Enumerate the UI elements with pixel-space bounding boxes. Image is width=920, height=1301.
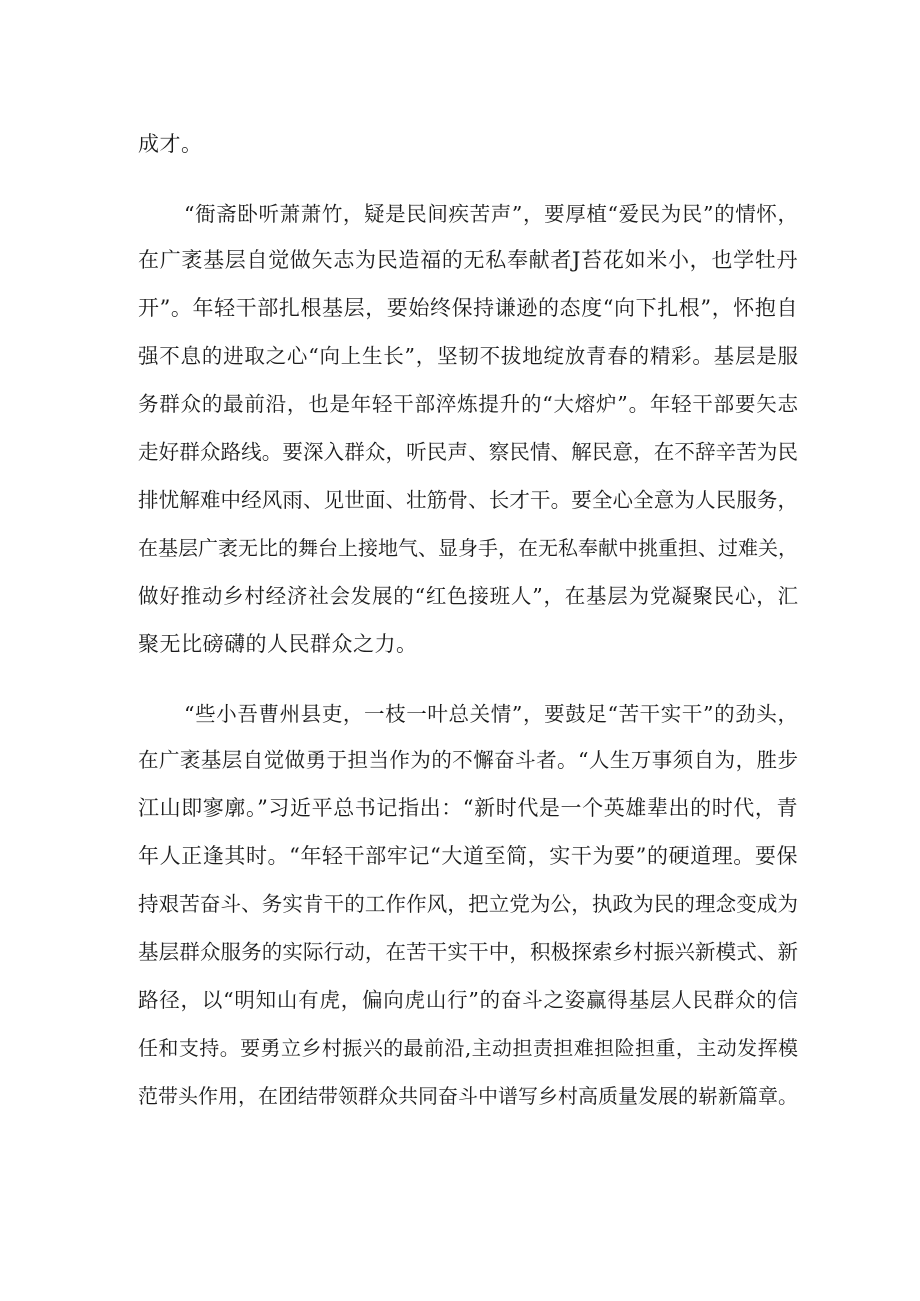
paragraph-3-line-4: 年人正逢其时。“年轻干部牢记“大道至简，实干为要”的硬道理。要保 — [138, 844, 798, 868]
paragraph-2-line-7: 排忧解难中经风雨、见世面、壮筋骨、长才干。要全心全意为人民服务， — [138, 488, 798, 512]
paragraph-2-line-3: 开”。年轻干部扎根基层，要始终保持谦逊的态度“向下扎根”，怀抱自 — [138, 296, 798, 320]
paragraph-2-line-1: “衙斋卧听萧萧竹，疑是民间疾苦声”，要厚植“爱民为民”的情怀， — [184, 202, 798, 226]
paragraph-1-line-1: 成才。 — [138, 132, 203, 156]
paragraph-3-line-6: 基层群众服务的实际行动，在苦干实干中，积极探索乡村振兴新模式、新 — [138, 940, 798, 964]
paragraph-2-line-6: 走好群众路线。要深入群众，听民声、察民情、解民意，在不辞辛苦为民 — [138, 440, 798, 464]
paragraph-3-line-5: 持艰苦奋斗、务实肯干的工作作风，把立党为公，执政为民的理念变成为 — [138, 892, 798, 916]
paragraph-2-line-9: 做好推动乡村经济社会发展的“红色接班人”，在基层为党凝聚民心，汇 — [138, 584, 798, 608]
paragraph-3-line-1: “些小吾曹州县吏，一枝一叶总关情”，要鼓足“苦干实干”的劲头， — [184, 702, 798, 726]
paragraph-3-line-7: 路径，以“明知山有虎，偏向虎山行”的奋斗之姿赢得基层人民群众的信 — [138, 988, 798, 1012]
paragraph-3-line-9: 范带头作用，在团结带领群众共同奋斗中谱写乡村高质量发展的崭新篇章。 — [138, 1084, 798, 1108]
paragraph-3-line-8: 任和支持。要勇立乡村振兴的最前沿,主动担责担难担险担重，主动发挥模 — [138, 1036, 798, 1060]
paragraph-2-line-5: 务群众的最前沿，也是年轻干部淬炼提升的“大熔炉”。年轻干部要矢志 — [138, 392, 798, 416]
paragraph-3-line-2: 在广袤基层自觉做勇于担当作为的不懈奋斗者。“人生万事须自为，胜步 — [138, 748, 798, 772]
paragraph-3-line-3: 江山即寥廓。”习近平总书记指出：“新时代是一个英雄辈出的时代，青 — [138, 796, 798, 820]
paragraph-2-line-2: 在广袤基层自觉做矢志为民造福的无私奉献者J苔花如米小，也学牡丹 — [138, 248, 798, 272]
paragraph-2-line-8: 在基层广袤无比的舞台上接地气、显身手，在无私奉献中挑重担、过难关， — [138, 536, 798, 560]
paragraph-2-line-10: 聚无比磅礴的人民群众之力。 — [138, 632, 418, 656]
paragraph-2-line-4: 强不息的进取之心“向上生长”，坚韧不拔地绽放青春的精彩。基层是服 — [138, 344, 798, 368]
